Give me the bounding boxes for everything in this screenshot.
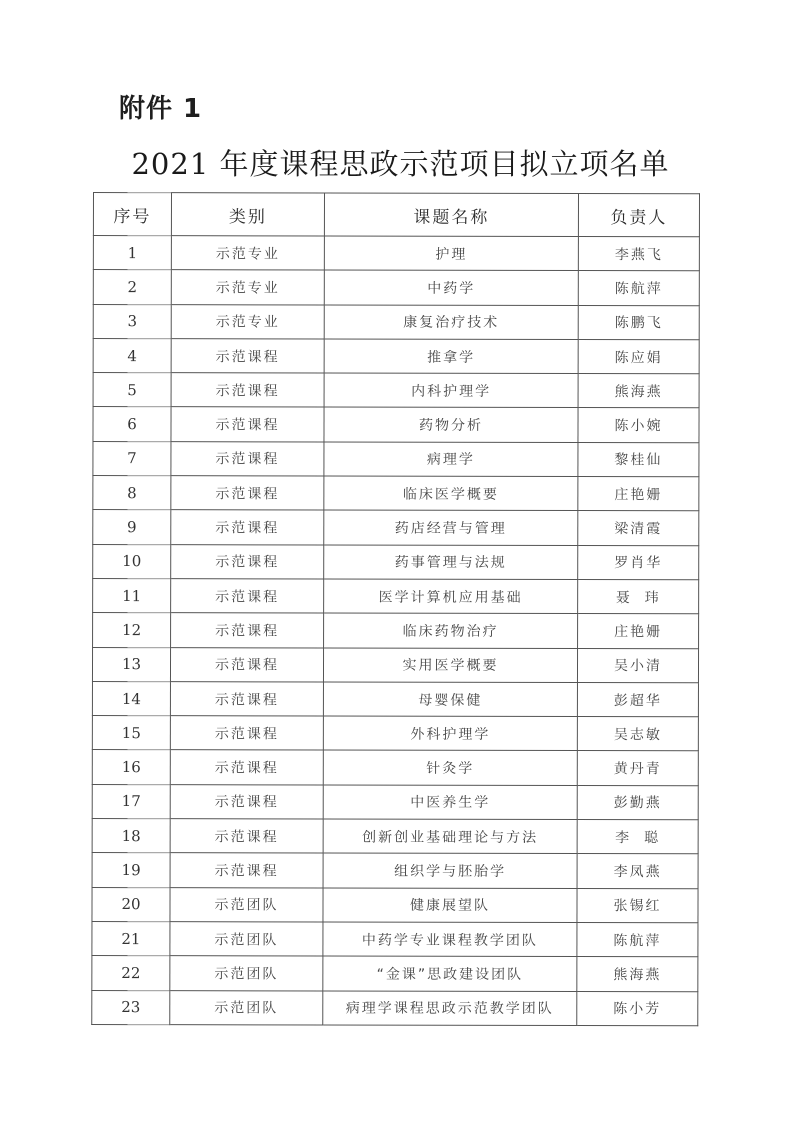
cell-project-name: 临床药物治疗: [324, 613, 578, 648]
cell-index: 23: [92, 990, 170, 1024]
cell-index: 17: [92, 784, 170, 818]
cell-category: 示范课程: [170, 853, 323, 888]
cell-owner: 庄艳姗: [578, 477, 699, 512]
cell-project-name: 健康展望队: [323, 888, 577, 923]
cell-index: 1: [93, 236, 171, 270]
cell-owner: 吴小清: [577, 648, 698, 683]
cell-project-name: 医学计算机应用基础: [324, 579, 578, 614]
cell-owner: 熊海燕: [577, 957, 698, 992]
header-index: 序号: [93, 193, 171, 236]
cell-category: 示范团队: [170, 956, 323, 991]
table-row: [93, 407, 699, 443]
cell-index: 21: [92, 921, 170, 955]
cell-index: 11: [93, 578, 171, 612]
cell-category: 示范课程: [171, 441, 324, 476]
cell-owner: 李燕飞: [578, 237, 699, 272]
cell-project-name: 药店经营与管理: [324, 510, 578, 545]
cell-index: 6: [93, 407, 171, 441]
cell-owner: 彭勤燕: [577, 785, 698, 820]
cell-owner: 吴志敏: [577, 717, 698, 752]
cell-owner: 梁清霞: [578, 511, 699, 546]
header-owner: 负责人: [578, 194, 699, 237]
cell-project-name: 母婴保健: [323, 682, 577, 717]
table-row: [92, 716, 698, 752]
cell-project-name: 创新创业基础理论与方法: [323, 819, 577, 854]
cell-index: 22: [92, 956, 170, 990]
table-header-row: [93, 193, 699, 237]
cell-index: 4: [93, 338, 171, 372]
cell-owner: 黄丹青: [577, 751, 698, 786]
cell-category: 示范专业: [171, 270, 324, 305]
cell-project-name: 中药学: [324, 270, 578, 305]
cell-project-name: 中医养生学: [323, 785, 577, 820]
table-row: [93, 270, 699, 306]
cell-category: 示范团队: [170, 922, 323, 957]
cell-owner: 张锡红: [577, 888, 698, 923]
table-row: [92, 990, 698, 1026]
cell-project-name: 推拿学: [324, 339, 578, 374]
table-row: [93, 236, 699, 272]
table-row: [93, 441, 699, 477]
table-row: [92, 819, 698, 855]
cell-index: 12: [93, 613, 171, 647]
cell-category: 示范课程: [170, 784, 323, 819]
table-row: [93, 476, 699, 512]
table-row: [93, 304, 699, 340]
cell-category: 示范课程: [171, 544, 324, 579]
cell-owner: 陈小婉: [578, 408, 699, 443]
cell-owner: 彭超华: [577, 682, 698, 717]
table-row: [93, 544, 699, 580]
cell-index: 19: [92, 853, 170, 887]
cell-category: 示范课程: [171, 613, 324, 648]
cell-owner: 罗肖华: [578, 545, 699, 580]
table-row: [92, 647, 698, 683]
cell-category: 示范课程: [171, 510, 324, 545]
cell-category: 示范课程: [170, 819, 323, 854]
cell-index: 14: [92, 681, 170, 715]
table-row: [93, 613, 699, 649]
cell-index: 5: [93, 373, 171, 407]
table-row: [92, 853, 698, 889]
cell-owner: 李 聪: [577, 820, 698, 855]
cell-category: 示范团队: [170, 887, 323, 922]
cell-project-name: 临床医学概要: [324, 476, 578, 511]
cell-index: 2: [93, 270, 171, 304]
cell-project-name: “金课”思政建设团队: [323, 956, 577, 991]
project-list-table: [91, 192, 700, 1026]
cell-index: 9: [93, 510, 171, 544]
table-row: [92, 784, 698, 820]
cell-project-name: 药物分析: [324, 407, 578, 442]
table-row: [92, 681, 698, 717]
cell-category: 示范课程: [171, 476, 324, 511]
header-category: 类别: [171, 193, 324, 236]
cell-project-name: 中药学专业课程教学团队: [323, 922, 577, 957]
cell-project-name: 病理学: [324, 442, 578, 477]
cell-index: 18: [92, 819, 170, 853]
table-row: [93, 338, 699, 374]
cell-index: 3: [93, 304, 171, 338]
cell-category: 示范专业: [171, 236, 324, 271]
cell-project-name: 内科护理学: [324, 373, 578, 408]
cell-index: 8: [93, 476, 171, 510]
cell-owner: 陈小芳: [577, 991, 698, 1026]
table-row: [93, 578, 699, 614]
cell-owner: 聂 玮: [578, 579, 699, 614]
cell-project-name: 康复治疗技术: [324, 305, 578, 340]
cell-project-name: 针灸学: [323, 750, 577, 785]
cell-owner: 陈鹏飞: [578, 305, 699, 340]
cell-index: 7: [93, 441, 171, 475]
cell-category: 示范课程: [171, 373, 324, 408]
cell-category: 示范课程: [171, 407, 324, 442]
cell-index: 15: [92, 716, 170, 750]
cell-project-name: 护理: [324, 236, 578, 271]
cell-category: 示范课程: [171, 579, 324, 614]
table-row: [93, 373, 699, 409]
cell-project-name: 药事管理与法规: [324, 545, 578, 580]
cell-category: 示范课程: [171, 339, 324, 374]
cell-index: 10: [93, 544, 171, 578]
cell-index: 13: [92, 647, 170, 681]
table-row: [93, 510, 699, 546]
table-row: [92, 750, 698, 786]
table-row: [92, 956, 698, 992]
cell-project-name: 外科护理学: [323, 716, 577, 751]
cell-owner: 熊海燕: [578, 374, 699, 409]
cell-owner: 黎桂仙: [578, 442, 699, 477]
cell-project-name: 组织学与胚胎学: [323, 853, 577, 888]
cell-owner: 陈航萍: [577, 922, 698, 957]
cell-category: 示范课程: [170, 647, 323, 682]
cell-index: 20: [92, 887, 170, 921]
attachment-label: 附件 1: [119, 94, 203, 124]
table-row: [92, 887, 698, 923]
cell-owner: 庄艳姗: [578, 614, 699, 649]
cell-index: 16: [92, 750, 170, 784]
cell-category: 示范专业: [171, 304, 324, 339]
cell-category: 示范课程: [170, 682, 323, 717]
cell-category: 示范团队: [170, 990, 323, 1025]
cell-owner: 陈应娟: [578, 339, 699, 374]
cell-category: 示范课程: [170, 750, 323, 785]
document-title: 2021 年度课程思政示范项目拟立项名单: [131, 147, 670, 181]
cell-project-name: 病理学课程思政示范教学团队: [323, 991, 577, 1026]
cell-owner: 李凤燕: [577, 854, 698, 889]
cell-category: 示范课程: [170, 716, 323, 751]
table-row: [92, 921, 698, 957]
header-project-name: 课题名称: [324, 193, 578, 237]
cell-owner: 陈航萍: [578, 271, 699, 306]
cell-project-name: 实用医学概要: [323, 648, 577, 683]
